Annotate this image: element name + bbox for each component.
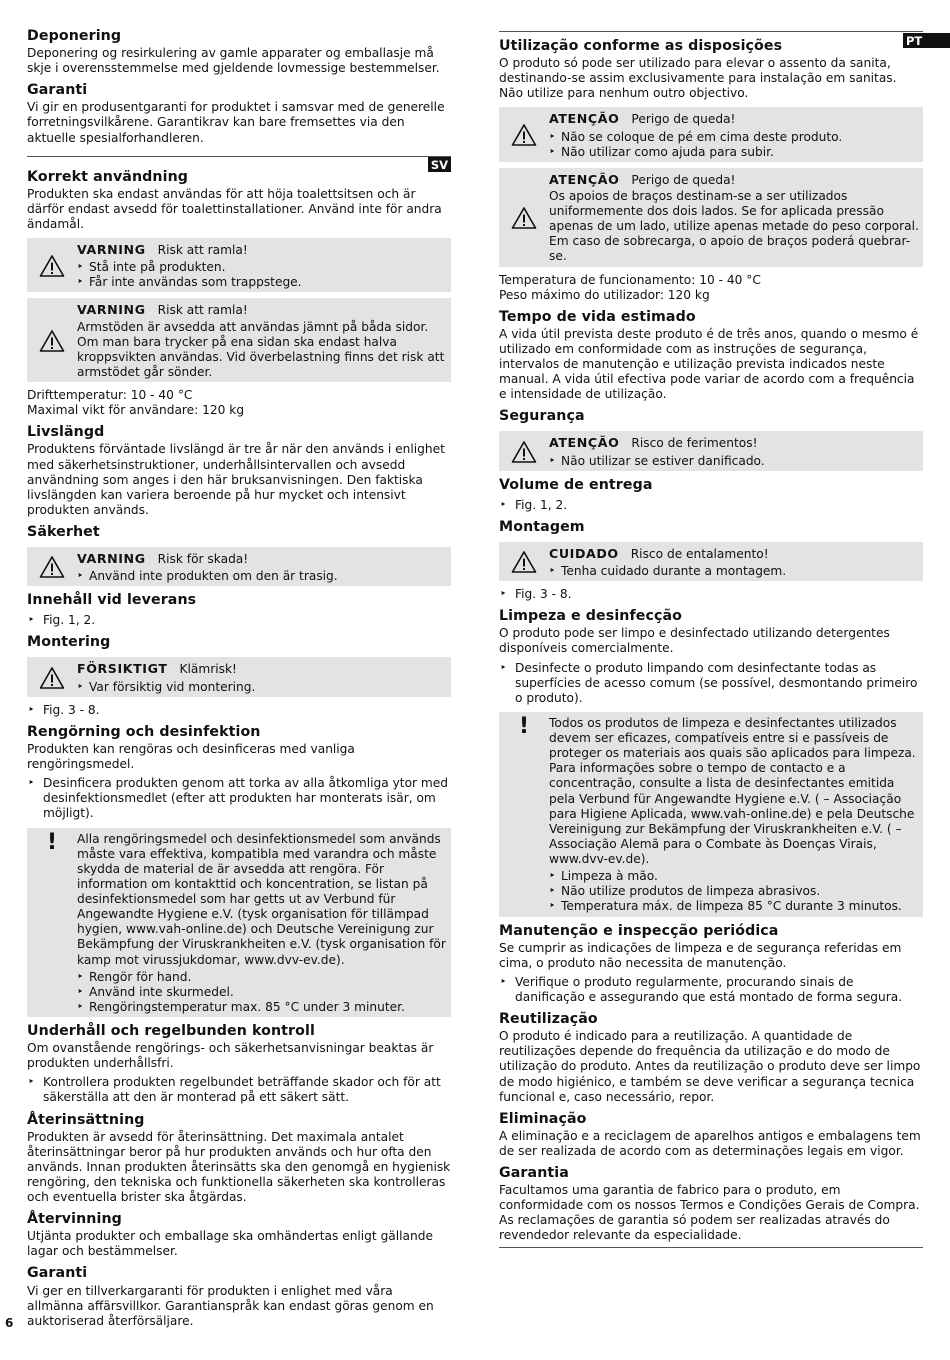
warning-box-fall — [499, 107, 923, 161]
list-item: ‣ Får inte användas som trappstege. — [77, 275, 447, 290]
section-title-livslangd: Livslängd — [27, 424, 105, 441]
list-item: ‣ Fig. 3 - 8. — [27, 703, 451, 718]
section-text-garanti-sv: Vi ger en tillverkargaranti för produkten i enlighet med våra allmänna affärsvillkor. Garantianspråk kan endast göras genom en auktoriserad återförsäljare. — [27, 1283, 434, 1328]
list-item: ‣ Desinficera produkten genom att torka av alla åtkomliga ytor med desinfektionsmedlet (efter att produkten har monterats isär, om möjligt). — [27, 776, 451, 821]
section-title-underhall: Underhåll och regelbunden kontroll — [27, 1023, 315, 1039]
page-number: 6 — [5, 1316, 14, 1330]
section-text-manutencao: Se cumprir as indicações de limpeza e de segurança referidas em cima, o produto não necessita de manutenção. — [499, 940, 902, 970]
warning-hazard: Perigo de queda! — [631, 112, 736, 127]
list-item: ‣ Limpeza à mão. — [549, 869, 919, 884]
section-title-seguranca: Segurança — [499, 408, 585, 425]
section-text-tempo: A vida útil prevista deste produto é de três anos, quando o mesmo é utilizado em conformidade com as instruções de segurança, intervalos de manutenção e utilização prevista indicados neste manual. A vida útil efectiva pode variar de acordo com a frequência e intensidade de utilização. — [499, 326, 919, 402]
left-column — [27, 22, 451, 1329]
warning-box-armrest — [499, 168, 923, 267]
warning-box-pinch — [27, 657, 451, 696]
section-title-montagem: Montagem — [499, 518, 585, 535]
warning-hazard: Perigo de queda! — [631, 172, 736, 187]
list-item: ‣ Var försiktig vid montering. — [77, 680, 447, 695]
section-title-atervinning: Återvinning — [27, 1211, 122, 1228]
section-title-manutencao: Manutenção e inspecção periódica — [499, 922, 779, 939]
warning-hazard: Risco de ferimentos! — [631, 436, 758, 451]
list-item: ‣ Fig. 1, 2. — [499, 498, 923, 513]
list-item: ‣ Verifique o produto regularmente, procurando sinais de danificação e assegurando que está montado de forma segura. — [499, 975, 923, 1005]
language-badge-pt: PT — [903, 33, 950, 48]
exclamation-icon: ! — [518, 713, 530, 739]
warning-triangle-icon — [511, 550, 537, 574]
warning-hazard: Risco de entalamento! — [630, 546, 769, 561]
warning-triangle-icon — [511, 123, 537, 147]
warning-signal-word: CUIDADO — [549, 545, 619, 561]
section-text-korrekt: Produkten ska endast användas för att höja toalettsitsen och är därför endast avsedd för toalettinstallationer. Använd inte för andra ändamål. — [27, 186, 442, 231]
section-text-deponering: Deponering og resirkulering av gamle apparater og emballasje må skje i overensstemmelse med gjeldende lovmessige bestemmelser. — [27, 46, 440, 76]
section-text-garanti-no: Vi gir en produsentgaranti for produktet i samsvar med de generelle forretningsvilkårene. Garantikrav kan bare fremsettes via den aktuelle spesialforhandleren. — [27, 100, 445, 145]
note-text: Todos os produtos de limpeza e desinfectantes utilizados devem ser eficazes, compatíveis entre si e passíveis de proteger os materiais aos quais são aplicados para limpeza. Para informações sobre o tempo de contacto e a concentração, consulte a lista de desinfectantes emitida pela Verbund für Angewandte Hygiene e.V. ( – Associação para Higiene Aplicada, www.vah-online.de) e pela Deutsche Vereinigung zur Bekämpfung der Viruskrankheiten e.V. ( – Associação Alemã para o Combate às Doenças Virais, www.dvv-ev.de). — [549, 715, 916, 867]
section-title-utilizacao: Utilização conforme as disposições — [499, 38, 783, 54]
warning-triangle-icon — [39, 329, 65, 353]
list-item: ‣ Desinfecte o produto limpando com desinfectante todas as superfícies de acesso comum (se possível, desmontando primeiro o produto). — [499, 661, 923, 706]
section-text-rengoring: Produkten kan rengöras och desinficeras med vanliga rengöringsmedel. — [27, 741, 355, 771]
list-item: ‣ Não se coloque de pé em cima deste produto. — [549, 130, 919, 145]
language-divider-sv — [27, 156, 451, 172]
warning-box-injury — [499, 431, 923, 470]
spec-max-user-weight: Maximal vikt för användare: 120 kg — [27, 403, 245, 418]
list-item: ‣ Rengör för hand. — [77, 970, 447, 985]
exclamation-icon: ! — [46, 829, 58, 855]
footer-divider — [499, 1247, 923, 1248]
list-item: ‣ Tenha cuidado durante a montagem. — [549, 564, 919, 579]
section-text-garantia: Facultamos uma garantia de fabrico para o produto, em conformidade com os nossos Termos e Condições Gerais de Compra. As reclamações de garantia só podem ser realizadas através do revendedor relevante da especialidade. — [499, 1183, 920, 1243]
section-text-utilizacao: O produto só pode ser utilizado para elevar o assento da sanita, destinando-se assim exclusivamente para instalação em sanitas. Não utilize para nenhum outro objectivo. — [499, 56, 897, 101]
language-badge-sv: SV — [428, 157, 451, 172]
section-text-eliminacao: A eliminação e a reciclagem de aparelhos antigos e embalagens tem de ser realizada de acordo com as determinações legais em vigor. — [499, 1128, 921, 1158]
warning-hazard: Klämrisk! — [179, 662, 237, 677]
list-item: ‣ Fig. 3 - 8. — [499, 587, 923, 602]
spec-operating-temperature: Drifttemperatur: 10 - 40 °C — [27, 388, 193, 403]
section-title-volume: Volume de entrega — [499, 476, 653, 493]
list-item: ‣ Använd inte produkten om den är trasig. — [77, 569, 447, 584]
section-text-reutilizacao: O produto é indicado para a reutilização. A quantidade de reutilizações depende do frequência da utilização e do modo de utilização do produto. Antes da reutilização o produto deve ser limpo de modo higiénico, e também se deve verificar a segurança tecnica funcional e, caso necessário, repor. — [499, 1029, 921, 1104]
language-divider-pt — [499, 31, 923, 32]
section-text-atervinning: Utjänta produkter och emballage ska omhändertas enligt gällande lagar och bestämmelser. — [27, 1229, 433, 1259]
list-item: ‣ Använd inte skurmedel. — [77, 985, 447, 1000]
section-title-reutilizacao: Reutilização — [499, 1011, 598, 1028]
section-title-limpeza: Limpeza e desinfecção — [499, 608, 683, 625]
list-item: ‣ Temperatura máx. de limpeza 85 °C durante 3 minutos. — [549, 899, 919, 914]
section-text-aterinsattning: Produkten är avsedd för återinsättning. Det maximala antalet återinsättningar beror på hur produkten används och hur ofta den används. Innan produkten återinsätts ska den genomgå en hygienisk rengöring, den tekniska och funktionella säkerheten ska kontrolleras och eventuella brister ska åtgärdas. — [27, 1129, 451, 1205]
note-box-cleaning — [27, 828, 451, 1018]
section-title-garanti-no: Garanti — [27, 82, 88, 99]
section-text-livslangd: Produktens förväntade livslängd är tre år när den används i enlighet med säkerhetsinstruktioner, underhållsintervallen och avsedd användning som anges i den här bruksanvisningen. Den faktiska livslängden kan variera beroende på hur mycket och intensivt produkten används. — [27, 442, 445, 517]
section-title-eliminacao: Eliminação — [499, 1110, 587, 1127]
warning-signal-word: VARNING — [77, 302, 146, 318]
list-item: ‣ Fig. 1, 2. — [27, 613, 451, 628]
list-item: ‣ Não utilizar se estiver danificado. — [549, 454, 919, 469]
list-item: ‣ Não utilize produtos de limpeza abrasivos. — [549, 884, 919, 899]
warning-triangle-icon — [511, 206, 537, 230]
list-item: ‣ Kontrollera produkten regelbundet beträffande skador och för att säkerställa att den är monterad på ett säkert sätt. — [27, 1075, 451, 1105]
section-title-tempo: Tempo de vida estimado — [499, 308, 696, 325]
warning-signal-word: FÖRSIKTIGT — [77, 661, 168, 677]
section-title-korrekt: Korrekt användning — [27, 168, 189, 185]
section-title-garanti-sv: Garanti — [27, 1265, 88, 1282]
list-item: ‣ Rengöringstemperatur max. 85 °C under 3 minuter. — [77, 1000, 447, 1015]
warning-box-injury — [27, 547, 451, 586]
warning-text: Armstöden är avsedda att användas jämnt på båda sidor. Om man bara trycker på ena sidan ska endast halva kroppsvikten användas. Vid överbelastning finns det risk att armstödet går sönder. — [77, 319, 445, 379]
warning-triangle-icon — [39, 254, 65, 278]
warning-box-pinch — [499, 542, 923, 581]
list-item: ‣ Não utilizar como ajuda para subir. — [549, 145, 919, 160]
warning-triangle-icon — [511, 440, 537, 464]
spec-max-user-weight: Peso máximo do utilizador: 120 kg — [499, 287, 710, 302]
list-item: ‣ Stå inte på produkten. — [77, 260, 447, 275]
spec-operating-temperature: Temperatura de funcionamento: 10 - 40 °C — [499, 272, 761, 287]
section-text-limpeza: O produto pode ser limpo e desinfectado utilizando detergentes disponíveis comercialmente. — [499, 626, 890, 656]
warning-box-armrest — [27, 298, 451, 382]
warning-signal-word: VARNING — [77, 551, 146, 567]
warning-signal-word: ATENÇÃO — [549, 171, 620, 187]
section-text-underhall: Om ovanstående rengörings- och säkerhetsanvisningar beaktas är produkten underhållsfri. — [27, 1041, 434, 1071]
warning-hazard: Risk för skada! — [157, 552, 249, 567]
section-title-montering: Montering — [27, 634, 111, 651]
note-text: Alla rengöringsmedel och desinfektionsmedel som används måste vara effektiva, kompatibla med varandra och måste skydda de material de är avsedda att rengöra. För information om kontakttid och koncentration, se listan på desinfektionsmedel som har getts ut av Verbund für Angewandte Hygiene e.V. (tysk organisation för tillämpad hygien, www.vah-online.de) och Deutsche Vereinigung zur Bekämpfung der Viruskrankheiten e.V. (tysk organisation för kamp mot virussjukdomar, www.dvv-ev.de). — [77, 831, 446, 967]
section-title-aterinsattning: Återinsättning — [27, 1111, 145, 1128]
warning-box-fall — [27, 238, 451, 292]
section-title-innehall: Innehåll vid leverans — [27, 592, 197, 609]
warning-triangle-icon — [39, 666, 65, 690]
note-box-cleaning — [499, 712, 923, 917]
section-title-rengoring: Rengörning och desinfektion — [27, 723, 261, 740]
section-title-garantia: Garantia — [499, 1165, 569, 1182]
warning-triangle-icon — [39, 555, 65, 579]
section-title-deponering: Deponering — [27, 28, 122, 44]
warning-hazard: Risk att ramla! — [157, 303, 248, 318]
warning-text: Os apoios de braços destinam-se a ser utilizados uniformemente dos dois lados. Se for aplicada pressão apenas de um lado, utilize apenas metade do peso corporal. Em caso de sobrecarga, o apoio de braços poderá quebrar-se. — [549, 188, 919, 264]
warning-signal-word: ATENÇÃO — [549, 111, 620, 127]
warning-signal-word: VARNING — [77, 242, 146, 258]
warning-hazard: Risk att ramla! — [157, 243, 248, 258]
right-column — [499, 22, 923, 1244]
warning-signal-word: ATENÇÃO — [549, 435, 620, 451]
section-title-sakerhet: Säkerhet — [27, 524, 100, 540]
